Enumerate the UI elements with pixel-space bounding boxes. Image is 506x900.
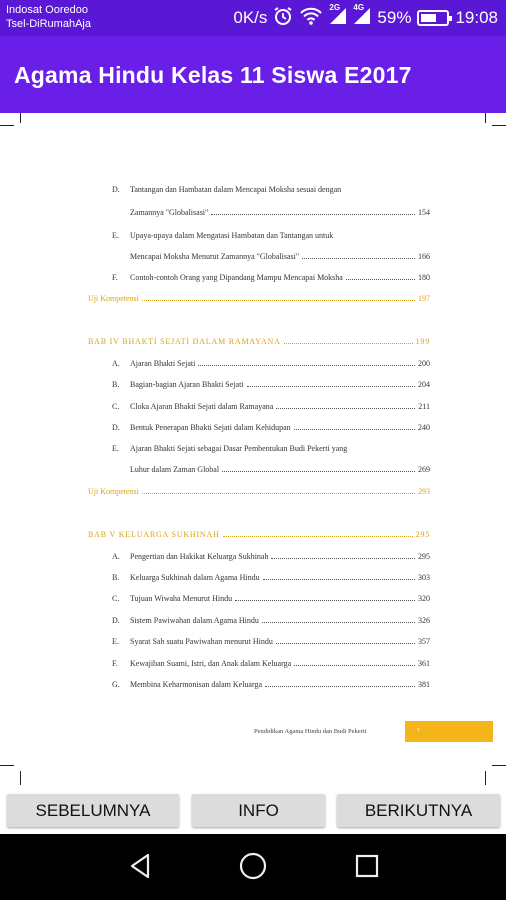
status-bar <box>0 0 506 36</box>
navigation-bar <box>0 834 506 900</box>
crop-mark <box>492 765 506 766</box>
toc-entry[interactable]: Bentuk Penerapan Bhakti Sejati dalam Kehidupan 240 <box>130 423 430 432</box>
toc-letter: A. <box>112 359 120 368</box>
signal-icon: 2G <box>329 7 347 30</box>
toc-letter: E. <box>112 231 119 240</box>
toc-entry[interactable]: Keluarga Sukhinah dalam Agama Hindu 303 <box>130 573 430 582</box>
toc-uji-kompetensi[interactable]: Uji Kompetensi 197 <box>88 294 430 303</box>
toc-chapter-heading[interactable]: BAB IV BHAKTI SEJATI DALAM RAMAYANA 199 <box>88 337 430 346</box>
toc-entry[interactable]: Tujuan Wiwaha Menurut Hindu 320 <box>130 594 430 603</box>
toc-letter: B. <box>112 380 120 389</box>
crop-mark <box>492 125 506 126</box>
toc-letter: B. <box>112 573 120 582</box>
crop-mark <box>0 765 14 766</box>
toc-line: Upaya-upaya dalam Mengatasi Hambatan dan Tantangan untuk <box>130 231 334 240</box>
toc-uji-kompetensi[interactable]: Uji Kompetensi 293 <box>88 487 430 496</box>
toc-entry[interactable]: Bagian-bagian Ajaran Bhakti Sejati 204 <box>130 380 430 389</box>
network-speed: 0K/s <box>233 8 268 27</box>
toc-entry[interactable]: Syarat Sah suatu Pawiwahan menurut Hindu 357 <box>130 637 430 646</box>
app-title: Agama Hindu Kelas 11 Siswa E2017 <box>14 62 412 88</box>
crop-mark <box>485 113 486 123</box>
toc-chapter-heading[interactable]: BAB V KELUARGA SUKHINAH 295 <box>88 530 430 539</box>
recents-icon[interactable] <box>352 851 382 881</box>
toc-entry[interactable]: Cloka Ajaran Bhakti Sejati dalam Ramayana 211 <box>130 402 430 411</box>
clock: 19:08 <box>455 8 498 27</box>
toc-letter: F. <box>112 273 118 282</box>
document-page[interactable] <box>0 113 506 785</box>
toc-letter: A. <box>112 552 120 561</box>
alarm-icon <box>273 6 293 31</box>
battery-percent: 59% <box>377 8 412 27</box>
toc-letter: E. <box>112 444 119 453</box>
toc-entry[interactable]: Mencapai Moksha Menurut Zamannya "Globalisasi" 166 <box>130 252 430 261</box>
page-footer-text: Pendidikan Agama Hindu dan Budi Pekerti <box>254 728 367 735</box>
toc-letter: E. <box>112 637 119 646</box>
button-bar <box>0 785 506 834</box>
toc-letter: D. <box>112 423 120 432</box>
crop-mark <box>485 771 486 785</box>
info-button[interactable]: INFO <box>192 794 325 827</box>
toc-letter: C. <box>112 594 120 603</box>
toc-letter: D. <box>112 185 120 194</box>
toc-entry[interactable]: Luhur dalam Zaman Global 269 <box>130 465 430 474</box>
signal-icon-2: 4G <box>353 7 371 30</box>
toc-entry[interactable]: Kewajiban Suami, Istri, dan Anak dalam Keluarga 361 <box>130 659 430 668</box>
crop-mark <box>20 113 21 123</box>
toc-letter: D. <box>112 616 120 625</box>
crop-mark <box>0 125 14 126</box>
toc-line: Ajaran Bhakti Sejati sebagai Dasar Pembentukan Budi Pekerti yang <box>130 444 348 453</box>
carrier-name-2: Tsel-DiRumahAja <box>6 18 91 30</box>
home-icon[interactable] <box>238 851 268 881</box>
toc-entry[interactable]: Pengertian dan Hakikat Keluarga Sukhinah 295 <box>130 552 430 561</box>
toc-entry[interactable]: Membina Keharmonisan dalam Keluarga 381 <box>130 680 430 689</box>
crop-mark <box>20 771 21 785</box>
prev-button[interactable]: SEBELUMNYA <box>7 794 179 827</box>
toc-entry[interactable]: Ajaran Bhakti Sejati 200 <box>130 359 430 368</box>
page-number: v <box>417 727 420 733</box>
app-bar <box>0 36 506 113</box>
battery-icon <box>417 10 449 26</box>
toc-line: Tantangan dan Hambatan dalam Mencapai Moksha sesuai dengan <box>130 185 342 194</box>
toc-letter: G. <box>112 680 120 689</box>
toc-letter: C. <box>112 402 120 411</box>
next-button[interactable]: BERIKUTNYA <box>337 794 500 827</box>
toc-entry[interactable]: Contoh-contoh Orang yang Dipandang Mampu Mencapai Moksha 180 <box>130 273 430 282</box>
toc-entry[interactable]: Zamannya "Globalisasi" 154 <box>130 208 430 217</box>
carrier-info <box>6 3 91 31</box>
back-icon[interactable] <box>126 851 156 881</box>
toc-letter: F. <box>112 659 118 668</box>
carrier-name-1: Indosat Ooredoo <box>6 4 88 16</box>
toc-entry[interactable]: Sistem Pawiwahan dalam Agama Hindu 326 <box>130 616 430 625</box>
page-number-box <box>405 721 493 742</box>
wifi-icon <box>299 6 323 31</box>
